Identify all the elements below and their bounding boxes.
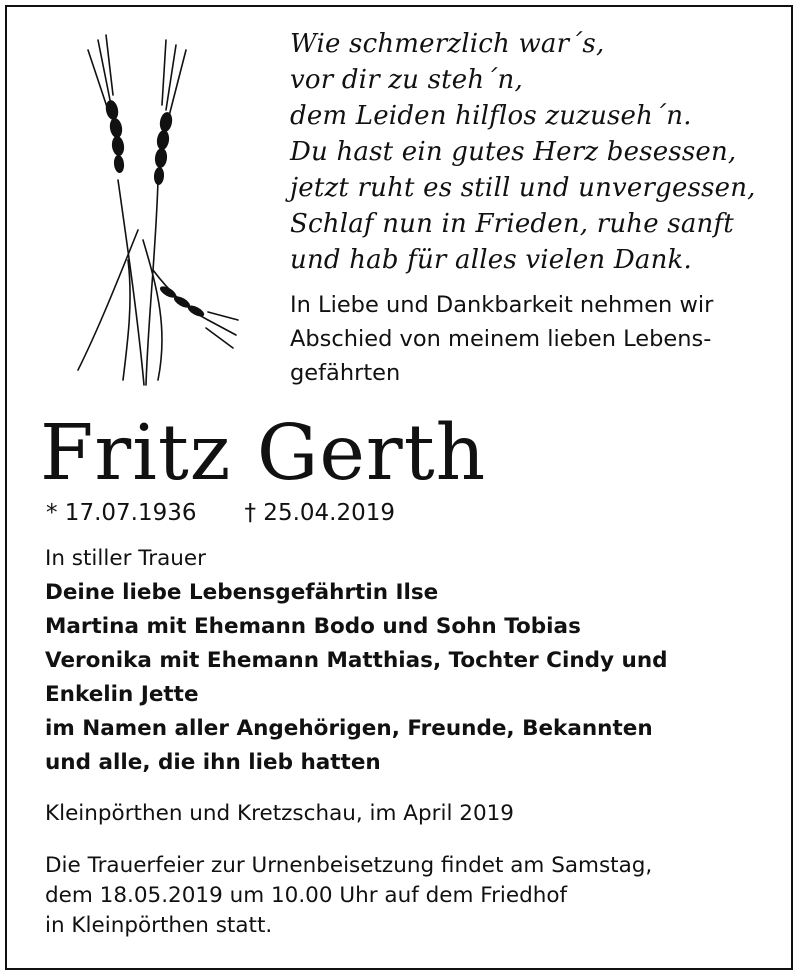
mourner-line: Enkelin Jette (45, 682, 199, 707)
funeral-line: Die Trauerfeier zur Urnenbeisetzung findet am Samstag, (45, 853, 653, 878)
funeral-info (45, 851, 785, 941)
mourner-line: und alle, die ihn lieb hatten (45, 750, 381, 775)
wheat-ears-icon (58, 30, 248, 390)
poem-line: Wie schmerzlich war´s, (290, 29, 605, 59)
poem-line: Du hast ein gutes Herz besessen, (290, 137, 737, 167)
place-date: Kleinpörthen und Kretzschau, im April 2019 (45, 801, 514, 826)
poem-line: dem Leiden hilflos zuzuseh´n. (290, 101, 692, 131)
mourner-line: Veronika mit Ehemann Matthias, Tochter Cindy und (45, 648, 668, 673)
deceased-name: Fritz Gerth (40, 409, 487, 498)
funeral-line: in Kleinpörthen statt. (45, 913, 273, 938)
poem-line: jetzt ruht es still und unvergessen, (290, 173, 756, 203)
mourner-line: Deine liebe Lebensgefährtin Ilse (45, 580, 439, 605)
poem-line: vor dir zu steh´n, (290, 65, 523, 95)
life-dates (46, 497, 395, 529)
intro-line: Abschied von meinem lieben Lebens- (290, 326, 712, 352)
mourners-block (45, 542, 785, 780)
death-date: † 25.04.2019 (244, 500, 395, 526)
intro-text (290, 288, 780, 390)
birth-date: * 17.07.1936 (46, 500, 197, 526)
poem-line: und hab für alles vielen Dank. (290, 245, 692, 275)
mourner-line: Martina mit Ehemann Bodo und Sohn Tobias (45, 614, 581, 639)
poem (290, 26, 780, 278)
funeral-line: dem 18.05.2019 um 10.00 Uhr auf dem Friedhof (45, 883, 568, 908)
intro-line: In Liebe und Dankbarkeit nehmen wir (290, 292, 714, 318)
poem-line: Schlaf nun in Frieden, ruhe sanft (290, 209, 734, 239)
mourner-line: im Namen aller Angehörigen, Freunde, Bekannten (45, 716, 653, 741)
intro-line: gefährten (290, 360, 401, 386)
mourners-heading: In stiller Trauer (45, 546, 206, 571)
